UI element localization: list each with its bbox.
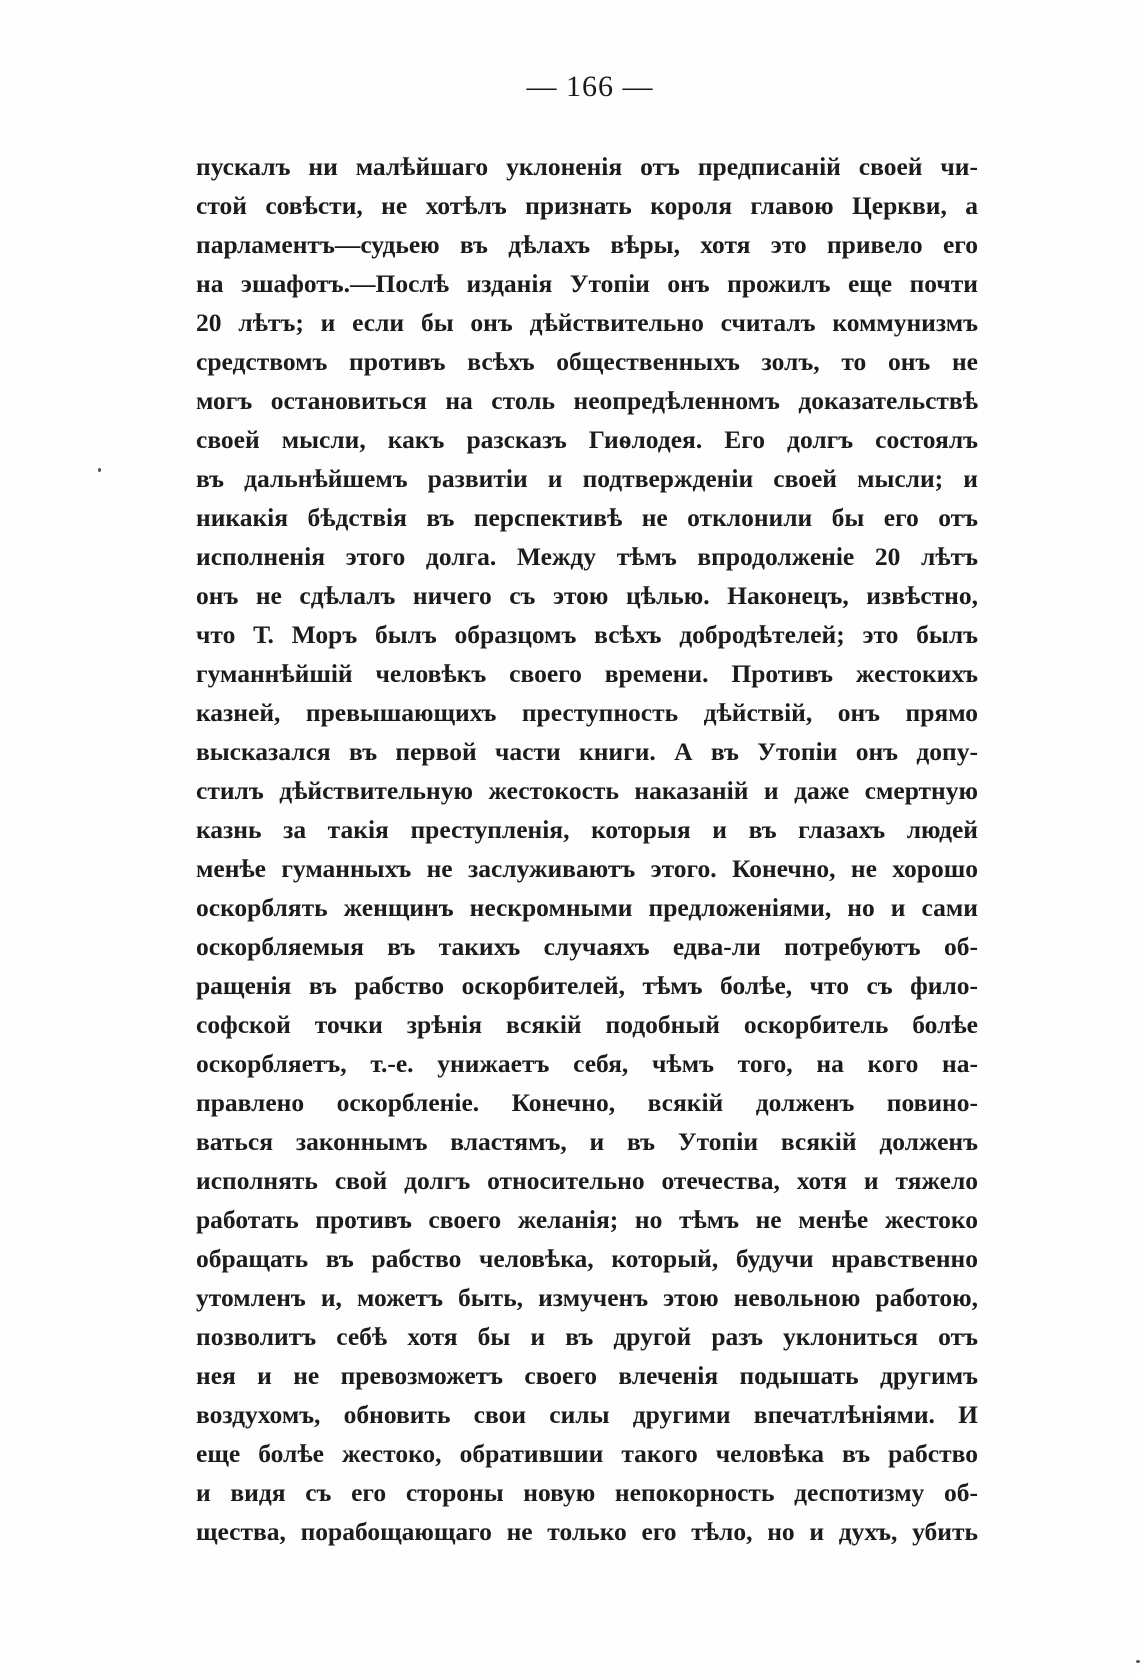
text-line: нея и не превозможетъ своего влеченія подышать другимъ — [196, 1361, 978, 1390]
text-line: на эшафотъ.—Послѣ изданія Утопіи онъ прожилъ еще почти — [196, 269, 978, 298]
text-line: высказался въ первой части книги. А въ Утопіи онъ допу- — [196, 737, 978, 766]
text-line: своей мысли, какъ разсказъ Гиѳлодея. Его долгъ состоялъ — [196, 425, 978, 454]
text-line: ращенія въ рабство оскорбителей, тѣмъ болѣе, что съ фило- — [196, 971, 978, 1000]
page-number: — 166 — — [526, 70, 654, 103]
text-line: работать противъ своего желанія; но тѣмъ не менѣе жестоко — [196, 1205, 978, 1234]
text-line: что Т. Моръ былъ образцомъ всѣхъ добродѣтелей; это былъ — [196, 620, 978, 649]
text-line: гуманнѣйшій человѣкъ своего времени. Противъ жестокихъ — [196, 659, 978, 688]
text-line: казней, превышающихъ преступность дѣйствій, онъ прямо — [196, 698, 978, 727]
text-line: стилъ дѣйствительную жестокость наказаній и даже смертную — [196, 776, 978, 805]
scan-speck — [98, 468, 101, 472]
text-line: оскорблять женщинъ нескромными предложеніями, но и сами — [196, 893, 978, 922]
text-line: обращать въ рабство человѣка, который, будучи нравственно — [196, 1244, 978, 1273]
text-line: менѣе гуманныхъ не заслуживаютъ этого. Конечно, не хорошо — [196, 854, 978, 883]
text-line: парламентъ—судьею въ дѣлахъ вѣры, хотя это привело его — [196, 230, 978, 259]
body-text — [196, 147, 978, 1551]
text-line: щества, порабощающаго не только его тѣло, но и духъ, убить — [196, 1517, 978, 1546]
text-line: позволитъ себѣ хотя бы и въ другой разъ уклониться отъ — [196, 1322, 978, 1351]
text-line: софской точки зрѣнія всякій подобный оскорбитель болѣе — [196, 1010, 978, 1039]
text-line: исполненія этого долга. Между тѣмъ впродолженіе 20 лѣтъ — [196, 542, 978, 571]
text-line: стой совѣсти, не хотѣлъ признать короля главою Церкви, а — [196, 191, 978, 220]
text-line: въ дальнѣйшемъ развитіи и подтвержденіи своей мысли; и — [196, 464, 978, 493]
text-line: утомленъ и, можетъ быть, измученъ этою невольною работою, — [196, 1283, 978, 1312]
text-line: оскорбляемыя въ такихъ случаяхъ едва-ли потребуютъ об- — [196, 932, 978, 961]
text-line: средствомъ противъ всѣхъ общественныхъ золъ, то онъ не — [196, 347, 978, 376]
text-line: оскорбляетъ, т.-е. унижаетъ себя, чѣмъ того, на кого на- — [196, 1049, 978, 1078]
text-line: пускалъ ни малѣйшаго уклоненія отъ предписаній своей чи- — [196, 152, 978, 181]
text-line: казнь за такія преступленія, которыя и въ глазахъ людей — [196, 815, 978, 844]
text-line: и видя съ его стороны новую непокорность деспотизму об- — [196, 1478, 978, 1507]
scan-speck — [1136, 1660, 1140, 1663]
text-line: ваться законнымъ властямъ, и въ Утопіи всякій долженъ — [196, 1127, 978, 1156]
text-line: 20 лѣтъ; и если бы онъ дѣйствительно считалъ коммунизмъ — [196, 308, 978, 337]
text-line: онъ не сдѣлалъ ничего съ этою цѣлью. Наконецъ, извѣстно, — [196, 581, 978, 610]
text-line: исполнять свой долгъ относительно отечества, хотя и тяжело — [196, 1166, 978, 1195]
text-line: еще болѣе жестоко, обратившии такого человѣка въ рабство — [196, 1439, 978, 1468]
text-line: воздухомъ, обновить свои силы другими впечатлѣніями. И — [196, 1400, 978, 1429]
text-line: правлено оскорбленіе. Конечно, всякій долженъ повино- — [196, 1088, 978, 1117]
text-line: никакія бѣдствія въ перспективѣ не отклонили бы его отъ — [196, 503, 978, 532]
text-line: могъ остановиться на столь неопредѣленномъ доказательствѣ — [196, 386, 978, 415]
